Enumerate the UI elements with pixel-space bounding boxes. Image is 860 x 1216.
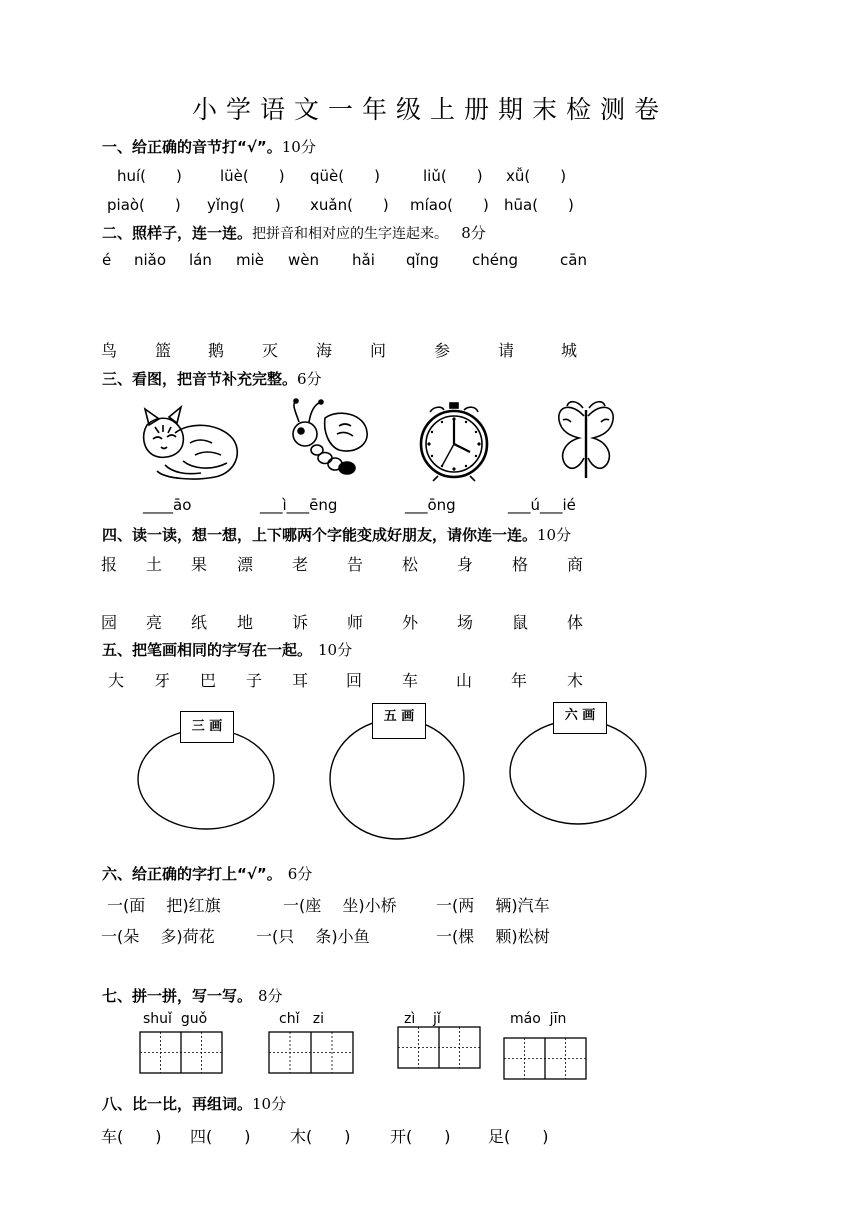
s1-item: xuǎn( ) xyxy=(310,196,389,214)
group-label-5: 五 画 xyxy=(372,703,426,739)
s8-item: 足( ) xyxy=(488,1127,549,1146)
page-title: 小学语文一年级上册期末检测卷 xyxy=(191,95,668,124)
section-7-heading: 七、拼一拼，写一写。 8分 xyxy=(102,987,283,1005)
s5-char: 木 xyxy=(567,671,584,690)
s7-word: shuǐ guǒ xyxy=(143,1011,208,1027)
s4-bottom-char: 地 xyxy=(237,613,254,632)
s4-bottom-char: 纸 xyxy=(191,613,208,632)
s8-item: 车( ) xyxy=(101,1127,162,1146)
s1-item: piaò( ) xyxy=(107,196,181,214)
s6-item: 一(棵 颗)松树 xyxy=(436,927,550,946)
s4-bottom-char: 师 xyxy=(347,613,364,632)
clock-picture xyxy=(416,400,492,482)
s4-bottom-char: 诉 xyxy=(292,613,309,632)
section-4-heading: 四、读一读，想一想，上下哪两个字能变成好朋友，请你连一连。10分 xyxy=(102,526,572,544)
s6-item: 一(面 把)红旗 xyxy=(107,896,221,915)
s4-top-char: 身 xyxy=(457,555,474,574)
section-3-heading: 三、看图，把音节补充完整。6分 xyxy=(102,370,322,388)
s3-blank: ____āo xyxy=(143,496,192,514)
s8-item: 四( ) xyxy=(190,1127,251,1146)
s8-item: 开( ) xyxy=(390,1127,451,1146)
s2-pinyin: niǎo xyxy=(134,251,167,269)
writing-grid-3[interactable] xyxy=(397,1026,482,1070)
s4-bottom-char: 场 xyxy=(457,613,474,632)
s5-char: 耳 xyxy=(292,671,309,690)
s1-item: hūa( ) xyxy=(504,196,574,214)
s4-top-char: 土 xyxy=(146,555,163,574)
s1-item: huí( ) xyxy=(117,167,182,185)
s3-blank: ___ì___ēng xyxy=(260,496,338,514)
writing-grid-2[interactable] xyxy=(268,1031,355,1075)
s2-pinyin: hǎi xyxy=(352,251,375,269)
section-8-heading: 八、比一比，再组词。10分 xyxy=(102,1095,287,1113)
s4-bottom-char: 鼠 xyxy=(512,613,529,632)
s4-bottom-char: 亮 xyxy=(146,613,163,632)
s2-pinyin: miè xyxy=(236,251,265,269)
s5-char: 牙 xyxy=(154,671,171,690)
s5-char: 子 xyxy=(246,671,263,690)
s5-char: 回 xyxy=(346,671,363,690)
cat-picture xyxy=(135,403,245,483)
s7-word: máo jīn xyxy=(510,1011,567,1027)
s4-top-char: 格 xyxy=(512,555,529,574)
s2-hanzi: 灭 xyxy=(262,341,279,360)
s4-top-char: 果 xyxy=(191,555,208,574)
s5-char: 车 xyxy=(402,671,419,690)
s2-pinyin: é xyxy=(102,251,112,269)
group-label-3: 三 画 xyxy=(180,711,234,743)
s4-top-char: 松 xyxy=(402,555,419,574)
s2-hanzi: 篮 xyxy=(155,341,172,360)
s2-pinyin: qǐng xyxy=(406,251,439,269)
s2-hanzi: 请 xyxy=(498,341,515,360)
s4-bottom-char: 园 xyxy=(101,613,118,632)
s3-blank: ___ú___ié xyxy=(508,496,576,514)
s6-item: 一(朵 多)荷花 xyxy=(101,927,215,946)
s6-item: 一(只 条)小鱼 xyxy=(256,927,370,946)
s2-pinyin: lán xyxy=(189,251,212,269)
s1-item: qüè( ) xyxy=(310,167,380,185)
s1-item: lüè( ) xyxy=(220,167,285,185)
s7-word: zì jǐ xyxy=(404,1011,441,1027)
s1-item: míao( ) xyxy=(410,196,489,214)
writing-grid-1[interactable] xyxy=(139,1031,224,1075)
s1-item: liǔ( ) xyxy=(423,167,483,185)
butterfly-picture xyxy=(553,398,619,484)
s4-top-char: 漂 xyxy=(237,555,254,574)
s2-hanzi: 鹅 xyxy=(208,341,225,360)
s6-item: 一(两 辆)汽车 xyxy=(436,896,550,915)
s8-item: 木( ) xyxy=(290,1127,351,1146)
s2-pinyin: wèn xyxy=(288,251,320,269)
s4-top-char: 报 xyxy=(101,555,118,574)
group-label-6: 六 画 xyxy=(553,702,607,734)
s2-pinyin: cān xyxy=(560,251,587,269)
section-1-heading: 一、给正确的音节打“√”。10分 xyxy=(102,138,316,156)
s2-hanzi: 海 xyxy=(316,341,333,360)
s2-hanzi: 问 xyxy=(370,341,387,360)
s7-word: chǐ zi xyxy=(279,1011,325,1027)
s2-hanzi: 鸟 xyxy=(101,341,118,360)
s2-hanzi: 参 xyxy=(434,341,451,360)
writing-grid-4[interactable] xyxy=(503,1037,588,1081)
s5-char: 山 xyxy=(456,671,473,690)
s1-item: yǐng( ) xyxy=(207,196,281,214)
s4-bottom-char: 体 xyxy=(567,613,584,632)
s5-char: 年 xyxy=(511,671,528,690)
section-6-heading: 六、给正确的字打上“√”。 6分 xyxy=(102,865,313,883)
s5-char: 大 xyxy=(108,671,125,690)
s5-char: 巴 xyxy=(200,671,217,690)
s4-top-char: 老 xyxy=(292,555,309,574)
s2-pinyin: chéng xyxy=(472,251,519,269)
s2-hanzi: 城 xyxy=(561,341,578,360)
s4-bottom-char: 外 xyxy=(402,613,419,632)
section-5-heading: 五、把笔画相同的字写在一起。 10分 xyxy=(102,641,353,659)
bee-picture xyxy=(287,398,373,478)
s3-blank: ___ōng xyxy=(405,496,456,514)
s4-top-char: 商 xyxy=(567,555,584,574)
s6-item: 一(座 坐)小桥 xyxy=(283,896,397,915)
section-2-heading: 二、照样子，连一连。把拼音和相对应的生字连起来。 8分 xyxy=(102,224,486,242)
s4-top-char: 告 xyxy=(347,555,364,574)
s1-item: xǚ( ) xyxy=(506,167,567,185)
